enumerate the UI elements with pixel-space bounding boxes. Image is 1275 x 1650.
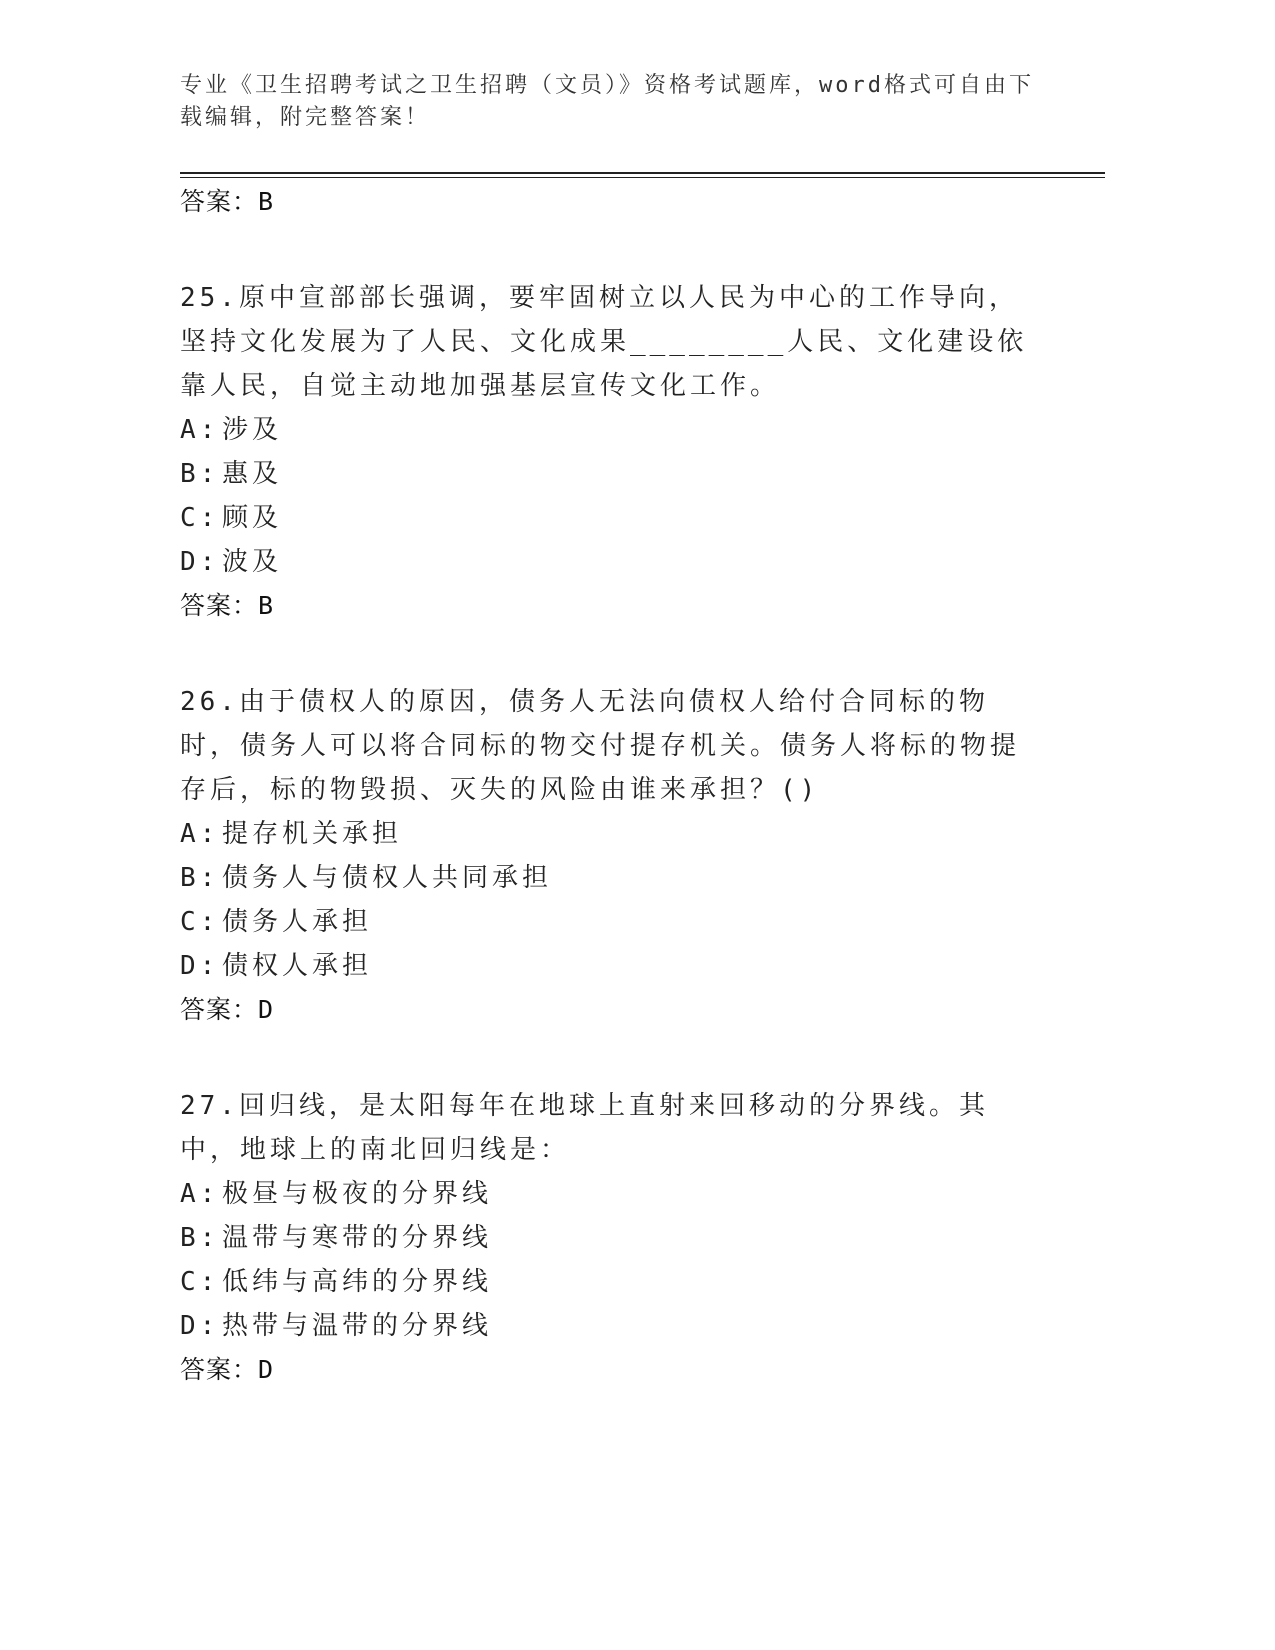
header-divider-thin <box>180 177 1105 178</box>
option-c <box>180 1260 1040 1304</box>
question-26 <box>180 680 1040 1032</box>
option-d <box>180 1304 1040 1348</box>
question-stem: 26.由于债权人的原因，债务人无法向债权人给付合同标的物时，债务人可以将合同标的物交付提存机关。债务人将标的物提存后，标的物毁损、灭失的风险由谁来承担？() <box>180 687 1021 805</box>
option-b <box>180 1216 1040 1260</box>
question-answer: 答案：D <box>180 1355 275 1384</box>
option-text: 极昼与极夜的分界线 <box>222 1179 493 1209</box>
option-text: 热带与温带的分界线 <box>222 1311 493 1341</box>
option-a <box>180 408 1040 452</box>
question-27 <box>180 1084 1040 1392</box>
option-text: 债权人承担 <box>222 951 373 981</box>
option-key: A: <box>180 819 220 849</box>
header-divider <box>180 172 1105 174</box>
option-text: 债务人与债权人共同承担 <box>222 863 553 893</box>
option-text: 温带与寒带的分界线 <box>222 1223 493 1253</box>
question-25 <box>180 276 1040 628</box>
option-key: B: <box>180 459 220 489</box>
option-a <box>180 1172 1040 1216</box>
option-c <box>180 496 1040 540</box>
option-key: C: <box>180 1267 220 1297</box>
option-key: B: <box>180 863 220 893</box>
option-key: A: <box>180 1179 220 1209</box>
option-text: 涉及 <box>222 415 283 445</box>
question-answer: 答案：D <box>180 995 275 1024</box>
option-a <box>180 812 1040 856</box>
option-text: 惠及 <box>222 459 283 489</box>
option-b <box>180 856 1040 900</box>
option-key: A: <box>180 415 220 445</box>
previous-answer: 答案：B <box>180 187 275 216</box>
option-key: B: <box>180 1223 220 1253</box>
question-stem: 27.回归线，是太阳每年在地球上直射来回移动的分界线。其中，地球上的南北回归线是： <box>180 1091 989 1165</box>
option-c <box>180 900 1040 944</box>
option-text: 低纬与高纬的分界线 <box>222 1267 493 1297</box>
option-d <box>180 944 1040 988</box>
option-key: D: <box>180 547 220 577</box>
option-d <box>180 540 1040 584</box>
page-header-note: 专业《卫生招聘考试之卫生招聘（文员）》资格考试题库，word格式可自由下载编辑，附完整答案！ <box>180 73 1034 130</box>
option-text: 波及 <box>222 547 283 577</box>
option-text: 债务人承担 <box>222 907 373 937</box>
option-key: C: <box>180 503 220 533</box>
option-key: C: <box>180 907 220 937</box>
question-stem: 25.原中宣部部长强调，要牢固树立以人民为中心的工作导向，坚持文化发展为了人民、文化成果________人民、文化建设依靠人民，自觉主动地加强基层宣传文化工作。 <box>180 283 1028 401</box>
option-key: D: <box>180 1311 220 1341</box>
question-answer: 答案：B <box>180 591 275 620</box>
option-text: 提存机关承担 <box>222 819 403 849</box>
question-list <box>180 180 1040 1392</box>
option-text: 顾及 <box>222 503 283 533</box>
option-b <box>180 452 1040 496</box>
option-key: D: <box>180 951 220 981</box>
